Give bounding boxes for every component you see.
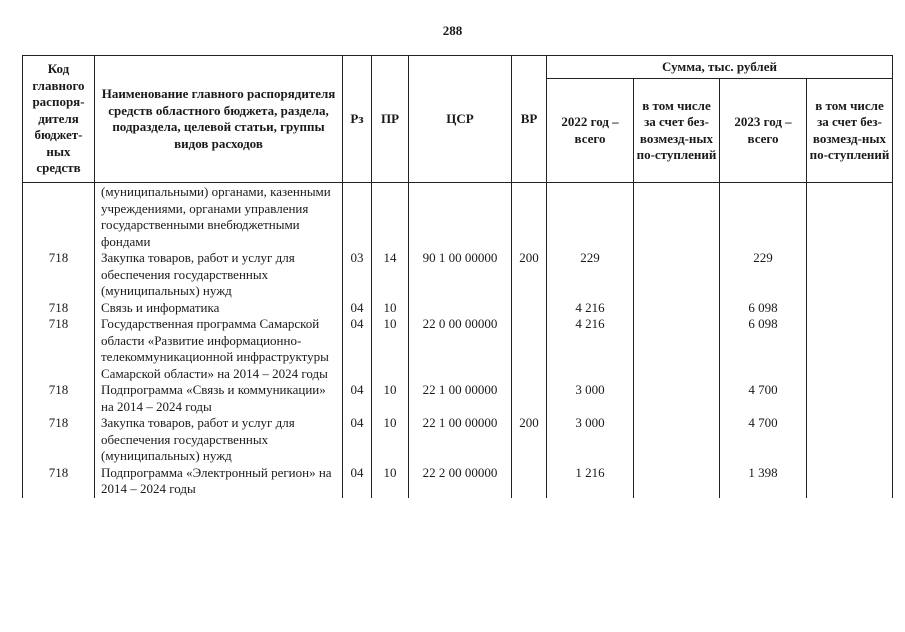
row-code: 718 xyxy=(23,300,95,317)
row-rz: 04 xyxy=(343,316,372,382)
row-2022-free xyxy=(634,316,720,382)
header-name: Наименование главного распорядителя средств областного бюджета, раздела, подраздела, целевой статьи, группы видов расходов xyxy=(95,56,343,183)
row-csr: 22 0 00 00000 xyxy=(409,316,512,382)
row-vr: 200 xyxy=(512,415,547,465)
row-code: 718 xyxy=(23,415,95,465)
row-rz: 04 xyxy=(343,300,372,317)
row-pr: 10 xyxy=(372,382,409,415)
row-csr: 22 1 00 00000 xyxy=(409,415,512,465)
row-csr: 22 1 00 00000 xyxy=(409,382,512,415)
table-row xyxy=(23,316,893,382)
row-rz xyxy=(343,183,372,251)
row-2023-free xyxy=(807,183,893,251)
header-code: Код главного распоря-дителя бюджет-ных средств xyxy=(23,56,95,183)
row-name: Государственная программа Самарской области «Развитие информационно-телекоммуникационной инфраструктуры Самарской области» на 2014 – 2024 годы xyxy=(95,316,343,382)
row-2022-free xyxy=(634,300,720,317)
row-pr: 10 xyxy=(372,316,409,382)
row-vr xyxy=(512,465,547,498)
row-name: Подпрограмма «Связь и коммуникации» на 2014 – 2024 годы xyxy=(95,382,343,415)
row-rz: 04 xyxy=(343,382,372,415)
row-2022-free xyxy=(634,382,720,415)
row-code: 718 xyxy=(23,382,95,415)
row-vr xyxy=(512,183,547,251)
row-2023-total: 1 398 xyxy=(720,465,807,498)
row-2023-free xyxy=(807,300,893,317)
row-csr xyxy=(409,300,512,317)
row-2023-free xyxy=(807,382,893,415)
budget-table xyxy=(22,55,893,498)
row-rz: 04 xyxy=(343,415,372,465)
row-2023-total: 6 098 xyxy=(720,300,807,317)
row-rz: 04 xyxy=(343,465,372,498)
row-2023-free xyxy=(807,465,893,498)
row-2023-total: 4 700 xyxy=(720,415,807,465)
row-2022-total: 229 xyxy=(547,250,634,300)
row-2023-total: 6 098 xyxy=(720,316,807,382)
header-2023-free: в том числе за счет без-возмезд-ных по-ступлений xyxy=(807,79,893,183)
row-2022-free xyxy=(634,183,720,251)
table-body xyxy=(23,183,893,498)
row-2022-free xyxy=(634,465,720,498)
row-code: 718 xyxy=(23,316,95,382)
row-vr xyxy=(512,316,547,382)
row-code: 718 xyxy=(23,250,95,300)
row-2022-free xyxy=(634,250,720,300)
table-row xyxy=(23,250,893,300)
row-pr: 14 xyxy=(372,250,409,300)
row-name: Подпрограмма «Электронный регион» на 2014 – 2024 годы xyxy=(95,465,343,498)
header-csr: ЦСР xyxy=(409,56,512,183)
row-csr: 22 2 00 00000 xyxy=(409,465,512,498)
header-rz: Рз xyxy=(343,56,372,183)
row-2022-total: 3 000 xyxy=(547,415,634,465)
row-2022-total: 4 216 xyxy=(547,300,634,317)
row-2023-total: 229 xyxy=(720,250,807,300)
header-2022-total: 2022 год – всего xyxy=(547,79,634,183)
row-2022-total: 4 216 xyxy=(547,316,634,382)
table-row xyxy=(23,183,893,251)
row-name: (муниципальными) органами, казенными учреждениями, органами управления государственными внебюджетными фондами xyxy=(95,183,343,251)
row-code xyxy=(23,183,95,251)
row-2023-free xyxy=(807,316,893,382)
table-row xyxy=(23,300,893,317)
row-vr: 200 xyxy=(512,250,547,300)
table-row xyxy=(23,415,893,465)
row-rz: 03 xyxy=(343,250,372,300)
row-csr xyxy=(409,183,512,251)
header-pr: ПР xyxy=(372,56,409,183)
row-csr: 90 1 00 00000 xyxy=(409,250,512,300)
row-vr xyxy=(512,300,547,317)
row-pr: 10 xyxy=(372,300,409,317)
row-2022-total: 1 216 xyxy=(547,465,634,498)
budget-table-container xyxy=(22,55,893,498)
row-pr: 10 xyxy=(372,465,409,498)
table-row xyxy=(23,465,893,498)
row-code: 718 xyxy=(23,465,95,498)
row-2022-free xyxy=(634,415,720,465)
row-2023-free xyxy=(807,250,893,300)
page-number: 288 xyxy=(442,23,463,38)
table-row xyxy=(23,382,893,415)
row-pr: 10 xyxy=(372,415,409,465)
row-2022-total xyxy=(547,183,634,251)
row-2023-total: 4 700 xyxy=(720,382,807,415)
row-2023-free xyxy=(807,415,893,465)
row-2023-total xyxy=(720,183,807,251)
row-2022-total: 3 000 xyxy=(547,382,634,415)
header-2022-free: в том числе за счет без-возмезд-ных по-ступлений xyxy=(634,79,720,183)
header-2023-total: 2023 год – всего xyxy=(720,79,807,183)
row-vr xyxy=(512,382,547,415)
row-name: Связь и информатика xyxy=(95,300,343,317)
header-sum: Сумма, тыс. рублей xyxy=(547,56,893,79)
row-pr xyxy=(372,183,409,251)
row-name: Закупка товаров, работ и услуг для обеспечения государственных (муниципальных) нужд xyxy=(95,415,343,465)
row-name: Закупка товаров, работ и услуг для обеспечения государственных (муниципальных) нужд xyxy=(95,250,343,300)
header-vr: ВР xyxy=(512,56,547,183)
